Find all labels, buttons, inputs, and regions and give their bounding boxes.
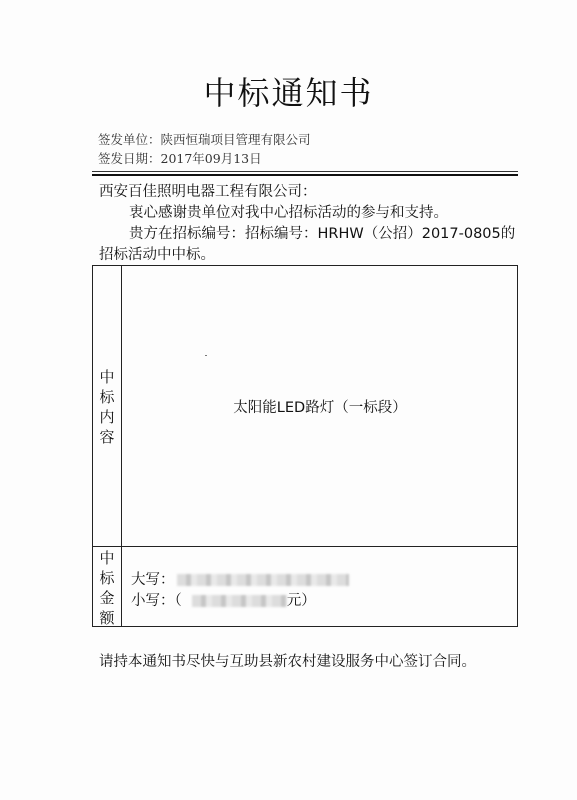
award-paragraph-line2: 招标活动中中标。 xyxy=(99,247,215,263)
label-char: 内 xyxy=(99,408,115,426)
label-char: 容 xyxy=(99,428,115,446)
header-rule-thick xyxy=(92,174,518,176)
amount-lower-row xyxy=(131,589,316,610)
date-line: 签发日期：2017年09月13日 xyxy=(98,151,262,166)
award-content-value: 太阳能LED路灯（一标段） xyxy=(233,400,407,416)
table-row-divider xyxy=(92,546,518,547)
award-content-label xyxy=(93,367,121,447)
redacted-amount-upper xyxy=(177,574,349,586)
scan-speck xyxy=(205,355,207,356)
issuer-line: 签发单位：陕西恒瑞项目管理有限公司 xyxy=(98,132,311,147)
label-char: 中 xyxy=(99,549,115,567)
redacted-amount-lower xyxy=(192,595,287,607)
amount-open-paren: （ xyxy=(174,593,182,609)
award-amount-label xyxy=(93,548,121,628)
amount-upper-row xyxy=(131,568,349,589)
table-column-divider xyxy=(121,265,122,627)
header-rule-thin xyxy=(92,171,518,172)
recipient-line: 西安百佳照明电器工程有限公司： xyxy=(99,184,317,200)
thanks-paragraph: 衷心感谢贵单位对我中心招标活动的参与和支持。 xyxy=(129,205,448,221)
label-char: 额 xyxy=(99,609,115,627)
amount-lower-label: 小写： xyxy=(131,593,175,609)
amount-unit: 元） xyxy=(286,593,316,609)
award-paragraph-line1: 贵方在招标编号：招标编号：HRHW（公招）2017-0805的 xyxy=(129,226,516,242)
label-char: 标 xyxy=(99,388,115,406)
label-char: 金 xyxy=(99,589,115,607)
amount-upper-label: 大写： xyxy=(131,572,175,588)
document-title: 中标通知书 xyxy=(203,74,374,112)
label-char: 标 xyxy=(99,569,115,587)
label-char: 中 xyxy=(99,368,115,386)
closing-instruction: 请持本通知书尽快与互助县新农村建设服务中心签订合同。 xyxy=(99,654,476,670)
